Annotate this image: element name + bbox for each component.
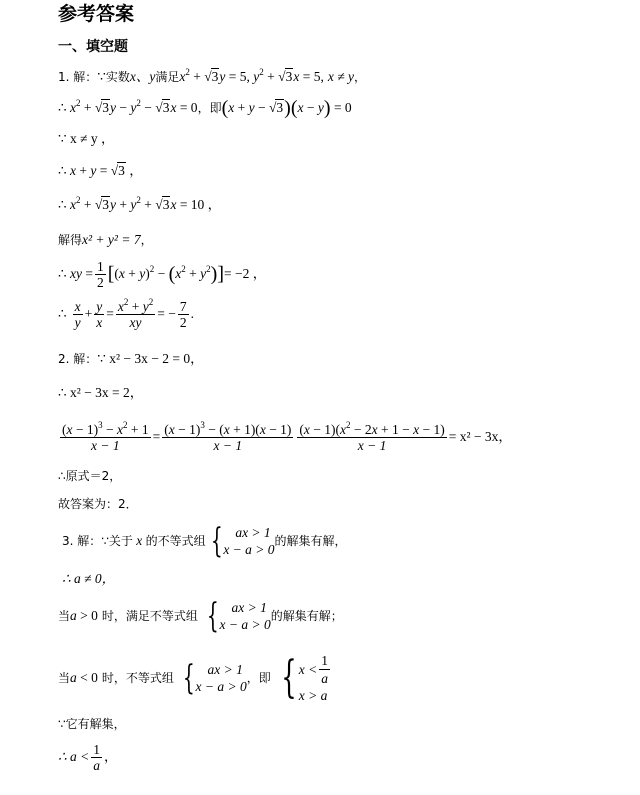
- p3-line-5: ∵它有解集，: [58, 717, 126, 731]
- equation: (x + y − √3)(x − y) = 0: [221, 97, 352, 119]
- inequality: x ≠ y: [327, 69, 354, 84]
- p2-line-5: 故答案为：2．: [58, 497, 138, 511]
- text: 解得: [58, 233, 83, 247]
- therefore-symbol: ∴: [58, 197, 67, 212]
- p1-line-1: [58, 69, 366, 85]
- equation: $[(x + y)^2 - (x^2 + y^2)]$: [107, 263, 225, 285]
- because-symbol: ∵: [97, 69, 106, 84]
- therefore-symbol: ∴: [58, 163, 67, 178]
- equation: $x^2 + √3y + y^2 + √3x = 10$ ，: [69, 195, 222, 212]
- p2-line-4: ∴原式＝2，: [58, 469, 122, 483]
- inequality-system: { ax > 1 x − a > 0: [182, 658, 247, 698]
- text: 当: [58, 671, 71, 685]
- p3-line-2: ∴ a ≠ 0，: [62, 571, 116, 586]
- equation: x + y = √3 ，: [69, 163, 143, 178]
- text: 的解集有解，: [274, 534, 347, 548]
- text: 的解集有解；: [270, 609, 343, 623]
- p2-line-3: $\frac{(x - 1)^3 - x^2 + 1}{x - 1}$ = $\frac{(x - 1)^3 - (x + 1)(x - 1)}{x - 1}$ $\frac{(x - 1)(x^2 - 2x + 1 - x - 1)}{x - 1}$ = x² − 3x，: [62, 419, 512, 453]
- result: = x² − 3x，: [448, 429, 512, 444]
- p3-line-3: 当 a > 0 时，满足不等式组 { ax > 1 x − a > 0 的解集有解；: [58, 596, 343, 636]
- p3-line-1: 3. 解： ∵关于 x 的不等式组 { ax > 1 x − a > 0 的解集有解，: [62, 521, 347, 561]
- result: = −2: [224, 266, 250, 281]
- equation: $x^2 + √3y - y^2 - √3x = 0$: [69, 98, 198, 115]
- p3-line-6: ∴ a < $\frac{1}{a}$ ，: [58, 741, 118, 773]
- fraction-seven-halves: $\frac{7}{2}$: [179, 298, 187, 330]
- text: 实数: [105, 70, 130, 84]
- text: 当: [58, 609, 71, 623]
- inequality-system: { ax > 1 x − a > 0: [206, 596, 271, 636]
- fraction-2: $\frac{(x - 1)^3 - (x + 1)(x - 1)}{x - 1}$: [164, 419, 292, 453]
- therefore-symbol: ∴: [58, 266, 67, 281]
- text: ，即: [197, 101, 222, 115]
- p1-line-7: ∴ xy = $\frac{1}{2}$ $[(x + y)^2 - (x^2 + y^2)]$ = −2 ，: [58, 258, 267, 290]
- p2-label: 2. 解：: [58, 352, 98, 366]
- fraction-sum-squares: $\frac{x^2 + y^2}{xy}$: [117, 296, 154, 330]
- p1-label: 1. 解：: [58, 70, 98, 84]
- text: ，: [140, 233, 153, 247]
- variables: x、y: [129, 69, 156, 84]
- p1-line-8: ∴ $\frac{x}{y}$ + $\frac{y}{x}$ = $\frac{x^2 + y^2}{xy}$ = − $\frac{7}{2}$ .: [58, 296, 194, 330]
- p3-label: 3. 解：: [62, 534, 102, 548]
- fraction-1: $\frac{(x - 1)^3 - x^2 + 1}{x - 1}$: [62, 419, 149, 453]
- therefore-symbol: ∴: [58, 306, 67, 321]
- p1-line-4: [58, 163, 143, 179]
- text: 时，不等式组: [101, 671, 174, 685]
- fraction-one-over-a: $\frac{1}{a}$: [93, 741, 100, 773]
- text: ，即: [246, 671, 271, 685]
- p1-line-5: [58, 197, 221, 213]
- text: ∵关于: [101, 534, 133, 548]
- therefore-symbol: ∴: [58, 100, 67, 115]
- fraction-y-over-x: $\frac{y}{x}$: [96, 298, 103, 330]
- inequality-system: { ax > 1 x − a > 0: [210, 521, 275, 561]
- text: 时，满足不等式组: [101, 609, 198, 623]
- result: = −: [157, 306, 176, 321]
- fraction-half: $\frac{1}{2}$: [96, 258, 104, 290]
- p1-line-2: [58, 97, 352, 119]
- equation: ∵ x² − 3x − 2 = 0，: [97, 351, 204, 366]
- p3-line-4: 当 a < 0 时，不等式组 { ax > 1 x − a > 0 ，即 { x < $\frac{1}{a}$ x > a: [58, 650, 332, 706]
- equation: x² + y² = 7: [82, 232, 141, 247]
- text: ，: [353, 70, 366, 84]
- text: 的不等式组: [145, 534, 206, 548]
- fraction-x-over-y: $\frac{x}{y}$: [74, 298, 81, 330]
- equation: $x^2 + √3y = 5$, $y^2 + √3x = 5$,: [179, 67, 324, 84]
- p2-line-1: [58, 351, 204, 367]
- page-title: 参考答案: [58, 3, 135, 25]
- solution-system: { x < $\frac{1}{a}$ x > a: [281, 652, 328, 703]
- section-heading: 一、填空题: [58, 39, 128, 55]
- p1-line-3: ∵ x ≠ y ，: [58, 131, 115, 146]
- p1-line-6: [58, 232, 153, 248]
- text: 满足: [155, 70, 180, 84]
- fraction-3: $\frac{(x - 1)(x^2 - 2x + 1 - x - 1)}{x - 1}$: [299, 419, 445, 453]
- p2-line-2: ∴ x² − 3x = 2，: [58, 385, 144, 400]
